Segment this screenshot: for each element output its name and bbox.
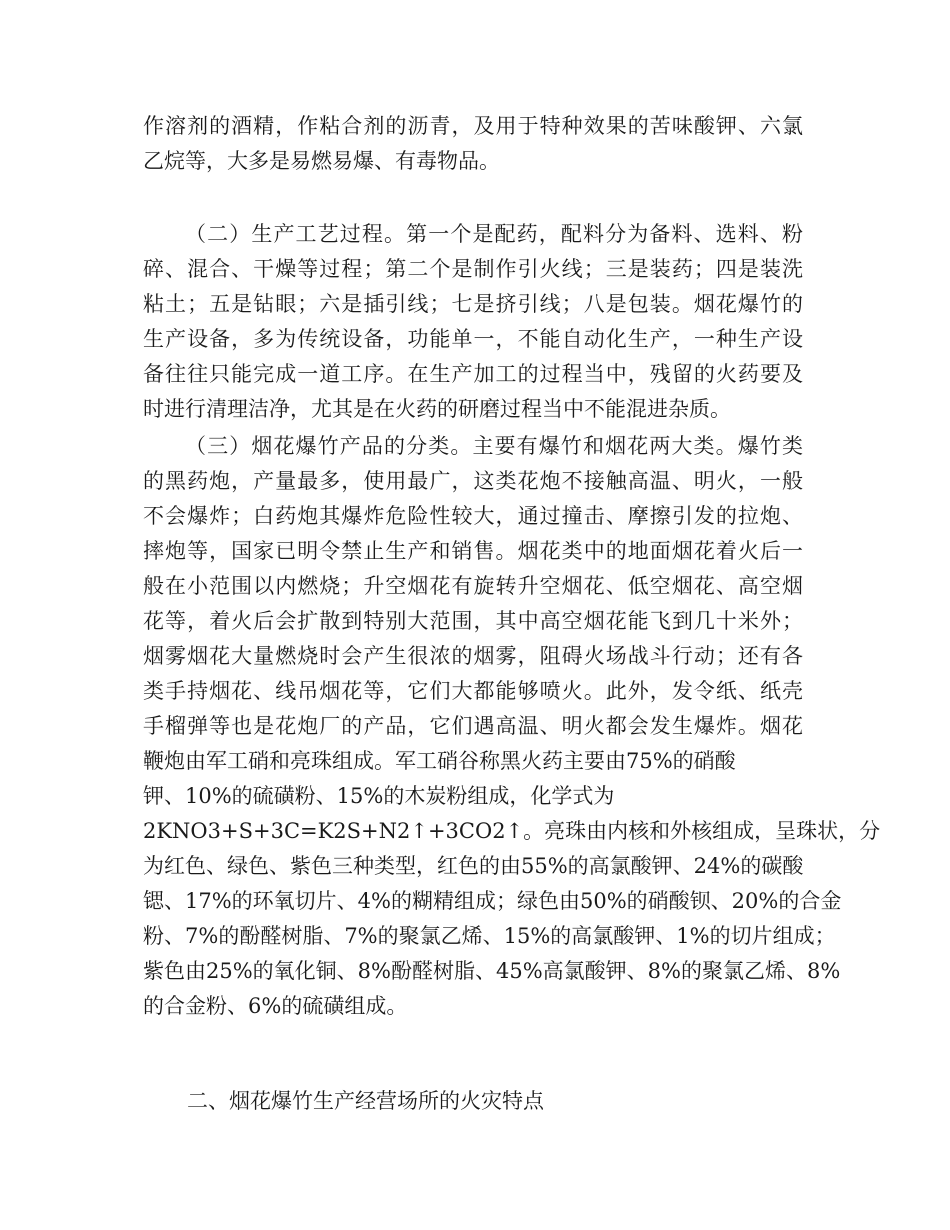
- paragraph-line: 钾、10%的硫磺粉、15%的木炭粉组成，化学式为: [143, 784, 615, 808]
- paragraph-line: 时进行清理洁净，尤其是在火药的研磨过程当中不能混进杂质。: [143, 397, 731, 421]
- paragraph-line: 作溶剂的酒精，作粘合剂的沥青，及用于特种效果的苦味酸钾、六氯: [143, 114, 803, 138]
- paragraph-line: 碎、混合、干燥等过程；第二个是制作引火线；三是装药；四是装洗: [143, 257, 803, 281]
- paragraph-line: 摔炮等，国家已明令禁止生产和销售。烟花类中的地面烟花着火后一: [143, 539, 803, 563]
- paragraph-line: 花等，着火后会扩散到特别大范围，其中高空烟花能飞到几十米外；: [143, 609, 803, 633]
- paragraph-line: 手榴弹等也是花炮厂的产品，它们遇高温、明火都会发生爆炸。烟花: [143, 714, 803, 738]
- paragraph-line: 乙烷等，大多是易燃易爆、有毒物品。: [143, 149, 500, 173]
- paragraph-line: 粘土；五是钻眼；六是插引线；七是挤引线；八是包装。烟花爆竹的: [143, 292, 803, 316]
- paragraph-line: 生产设备，多为传统设备，功能单一，不能自动化生产，一种生产设: [143, 327, 803, 351]
- paragraph-line: 鞭炮由军工硝和亮珠组成。军工硝谷称黑火药主要由75%的硝酸: [143, 749, 736, 773]
- paragraph-line: 2KNO3+S+3C=K2S+N2↑+3CO2↑。亮珠由内核和外核组成，呈珠状，分: [143, 819, 881, 843]
- section-heading: 二、烟花爆竹生产经营场所的火灾特点: [187, 1089, 544, 1113]
- paragraph-2: [143, 217, 803, 427]
- paragraph-line: 的黑药炮，产量最多，使用最广，这类花炮不接触高温、明火，一般: [143, 469, 803, 493]
- paragraph-line: 烟雾烟花大量燃烧时会产生很浓的烟雾，阻碍火场战斗行动；还有各: [143, 644, 803, 668]
- paragraph-line: 类手持烟花、线吊烟花等，它们大都能够喷火。此外，发令纸、纸壳: [143, 679, 803, 703]
- paragraph-line: 为红色、绿色、紫色三种类型，红色的由55%的高氯酸钾、24%的碳酸: [143, 854, 804, 878]
- paragraph-line: 粉、7%的酚醛树脂、7%的聚氯乙烯、15%的高氯酸钾、1%的切片组成；: [143, 924, 836, 948]
- paragraph-line: （二）生产工艺过程。第一个是配药，配料分为备料、选料、粉: [185, 222, 803, 246]
- paragraph-line: 锶、17%的环氧切片、4%的糊精组成；绿色由50%的硝酸钡、20%的合金: [143, 889, 842, 913]
- paragraph-line: 般在小范围以内燃烧；升空烟花有旋转升空烟花、低空烟花、高空烟: [143, 574, 803, 598]
- paragraph-line: 的合金粉、6%的硫磺组成。: [143, 994, 408, 1018]
- paragraph-line: 备往往只能完成一道工序。在生产加工的过程当中，残留的火药要及: [143, 362, 803, 386]
- paragraph-line: （三）烟花爆竹产品的分类。主要有爆竹和烟花两大类。爆竹类: [185, 434, 803, 458]
- paragraph-line: 不会爆炸；白药炮其爆炸危险性较大，通过撞击、摩擦引发的拉炮、: [143, 504, 803, 528]
- paragraph-1: [143, 109, 803, 179]
- paragraph-line: 紫色由25%的氧化铜、8%酚醛树脂、45%高氯酸钾、8%的聚氯乙烯、8%: [143, 959, 841, 983]
- paragraph-3: [143, 429, 881, 1024]
